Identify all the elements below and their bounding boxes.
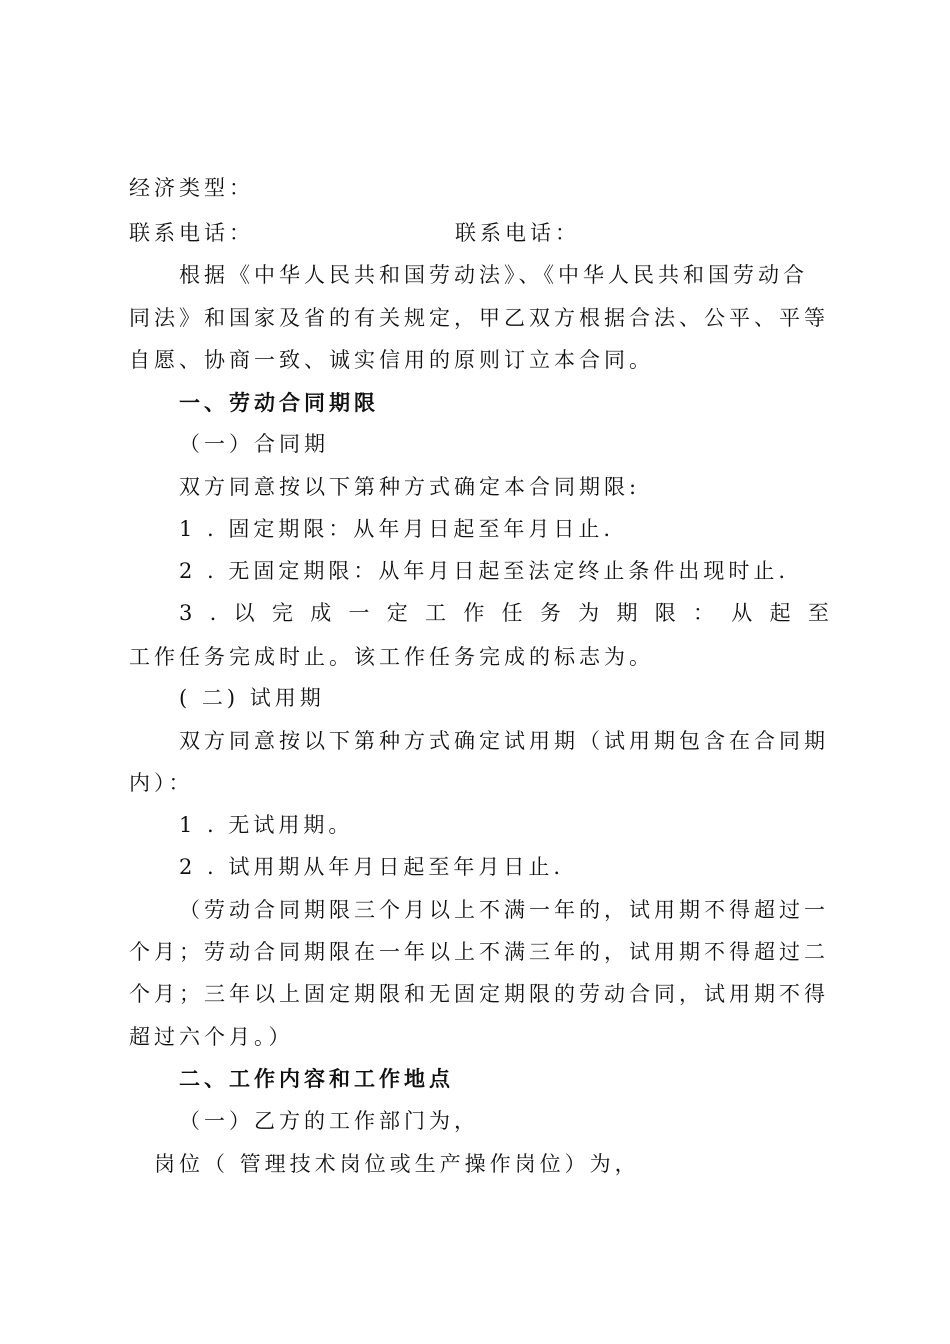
phone-label-left: 联系电话： <box>129 221 254 245</box>
intro-line-1: 根据《中华人民共和国劳动法》、《中华人民共和国劳动合 <box>179 263 808 287</box>
task-term-char: 以 <box>233 601 255 625</box>
task-term-char: 务 <box>539 601 561 625</box>
task-term-char: 从 <box>731 601 753 625</box>
work-post-line: 岗位（ 管理技术岗位或生产操作岗位）为， <box>154 1152 640 1176</box>
probation-note-1: （劳动合同期限三个月以上不满一年的，试用期不得超过一 <box>179 898 829 922</box>
intro-line-2: 同法》和国家及省的有关规定，甲乙双方根据合法、公平、平等 <box>129 306 829 330</box>
task-term-char: 至 <box>807 601 829 625</box>
task-term-option <box>179 600 829 626</box>
open-term-option: 2 . 无固定期限：从年月日起至法定终止条件出现时止. <box>179 559 790 583</box>
section-2-heading: 二、工作内容和工作地点 <box>179 1066 454 1091</box>
task-term-continuation: 工作任务完成时止。该工作任务完成的标志为。 <box>129 645 654 669</box>
task-term-char: 作 <box>463 601 485 625</box>
probation-note-2: 个月；劳动合同期限在一年以上不满三年的，试用期不得超过二 <box>129 940 829 964</box>
task-term-char: 一 <box>348 601 370 625</box>
fixed-term-option: 1 . 固定期限：从年月日起至年月日止. <box>179 517 615 541</box>
task-term-char: 工 <box>425 601 447 625</box>
phone-label-right: 联系电话： <box>455 221 580 245</box>
no-probation-option: 1 . 无试用期。 <box>179 813 354 837</box>
probation-period-option: 2 . 试用期从年月日起至年月日止. <box>179 855 565 879</box>
task-term-char: 成 <box>310 601 332 625</box>
task-term-char: ： <box>693 601 714 625</box>
task-term-char: . <box>209 601 217 625</box>
work-department-line: （一）乙方的工作部门为， <box>179 1109 479 1133</box>
probation-note-4: 超过六个月。） <box>129 1025 294 1049</box>
task-term-char: 为 <box>578 601 600 625</box>
contract-term-subheading: （一）合同期 <box>179 432 329 456</box>
task-term-char: 完 <box>271 601 293 625</box>
task-term-char: 期 <box>616 601 638 625</box>
task-term-char: 3 <box>179 601 193 625</box>
task-term-char: 起 <box>769 601 791 625</box>
probation-lead-2: 内）： <box>129 771 194 795</box>
probation-lead-1: 双方同意按以下第种方式确定试用期（试用期包含在合同期 <box>179 729 829 753</box>
task-term-char: 定 <box>386 601 408 625</box>
intro-line-3: 自愿、协商一致、诚实信用的原则订立本合同。 <box>129 348 654 372</box>
task-term-char: 限 <box>654 601 676 625</box>
economic-type-label: 经济类型： <box>129 176 254 200</box>
probation-subheading: ( 二) 试用期 <box>179 686 325 710</box>
contract-term-lead: 双方同意按以下第种方式确定本合同期限: <box>179 475 641 499</box>
task-term-char: 任 <box>501 601 523 625</box>
section-1-heading: 一、劳动合同期限 <box>179 390 379 415</box>
probation-note-3: 个月；三年以上固定期限和无固定期限的劳动合同，试用期不得 <box>129 982 829 1006</box>
